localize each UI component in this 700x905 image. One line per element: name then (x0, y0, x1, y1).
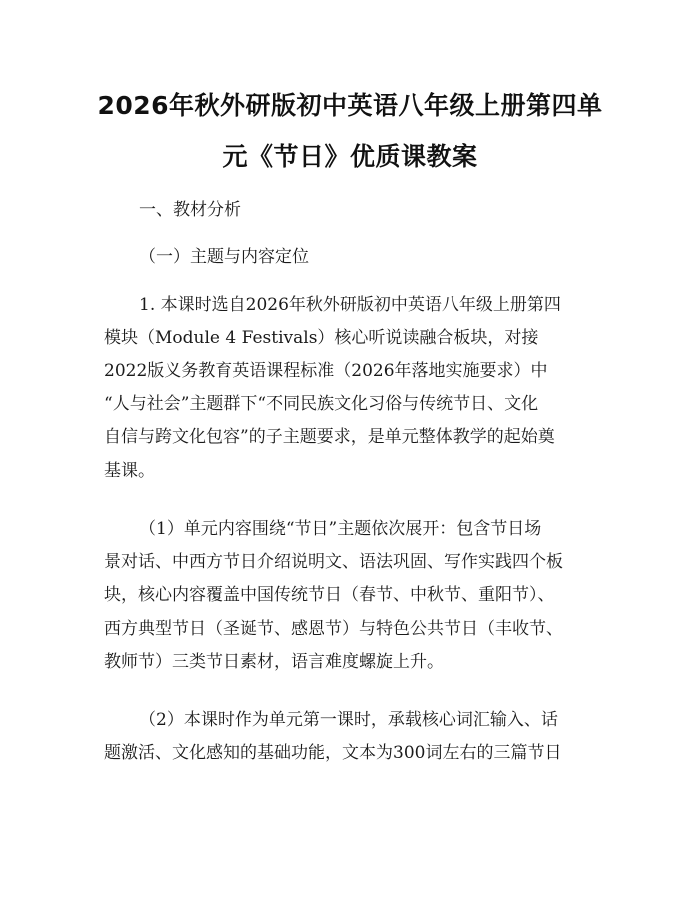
paragraph-line: 2022版义务教育英语课程标准（2026年落地实施要求）中 (104, 361, 548, 381)
paragraph-line: 景对话、中西方节日介绍说明文、语法巩固、写作实践四个板 (104, 552, 563, 572)
paragraph-line: 基课。 (104, 461, 155, 481)
paragraph-line: 1. 本课时选自2026年秋外研版初中英语八年级上册第四 (139, 295, 561, 315)
paragraph-line: （1）单元内容围绕“节日”主题依次展开：包含节日场 (139, 519, 542, 539)
document-title-line-1: 2026年秋外研版初中英语八年级上册第四单 (97, 91, 603, 120)
paragraph-line: 块，核心内容覆盖中国传统节日（春节、中秋节、重阳节）、 (104, 585, 555, 605)
paragraph-line: 题激活、文化感知的基础功能，文本为300词左右的三篇节日 (104, 743, 562, 763)
subsection-heading: （一）主题与内容定位 (139, 247, 309, 267)
paragraph-line: 模块（Module 4 Festivals）核心听说读融合板块，对接 (104, 328, 539, 348)
paragraph-line: （2）本课时作为单元第一课时，承载核心词汇输入、话 (139, 710, 558, 730)
paragraph-line: 自信与跨文化包容”的子主题要求，是单元整体教学的起始奠 (104, 427, 555, 447)
document-title-line-2: 元《节日》优质课教案 (222, 142, 478, 171)
section-heading: 一、教材分析 (139, 200, 241, 220)
paragraph-line: 西方典型节日（圣诞节、感恩节）与特色公共节日（丰收节、 (104, 619, 563, 639)
paragraph-line: 教师节）三类节日素材，语言难度螺旋上升。 (104, 652, 444, 672)
paragraph-line: “人与社会”主题群下“不同民族文化习俗与传统节日、文化 (104, 394, 539, 414)
